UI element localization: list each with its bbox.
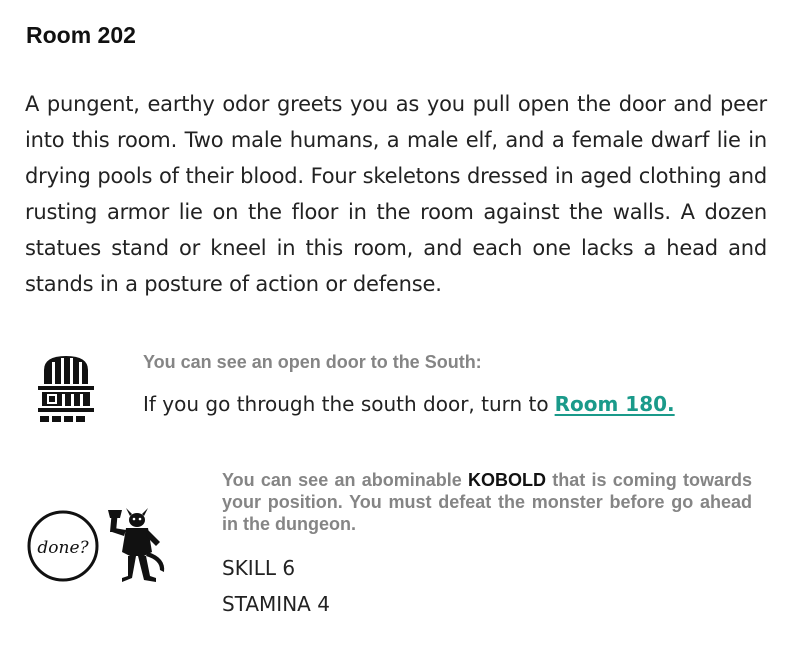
- monster-stamina: STAMINA 4: [222, 592, 330, 616]
- done-checkbox-badge[interactable]: [26, 509, 100, 583]
- room-description: A pungent, earthy odor greets you as you pull open the door and peer into this room. Two male humans, a male elf, and a female dwarf lie in drying pools of their blood. Four skeletons dressed in aged clothing and rusting armor lie on the floor in the room against the walls. A dozen statues stand or kneel in this room, and each one lacks a head and stands in a posture of action or defense.: [25, 92, 767, 296]
- door-icon: [38, 354, 94, 424]
- exit-instruction-text: If you go through the south door, turn to: [143, 392, 549, 416]
- monster-skill: SKILL 6: [222, 556, 296, 580]
- monster-text-after: that is coming towards your position. You must defeat the monster before go ahead in the dungeon.: [222, 470, 752, 534]
- monster-text-before: You can see an abominable: [222, 470, 468, 490]
- exit-heading: You can see an open door to the South:: [143, 352, 482, 372]
- kobold-icon: [104, 506, 170, 586]
- room-180-link[interactable]: Room 180.: [554, 392, 675, 416]
- monster-encounter-text: [222, 469, 752, 535]
- done-badge-label: done?: [37, 538, 89, 558]
- exit-instruction: [143, 392, 675, 416]
- room-title: Room 202: [26, 22, 136, 48]
- monster-name: KOBOLD: [467, 470, 546, 490]
